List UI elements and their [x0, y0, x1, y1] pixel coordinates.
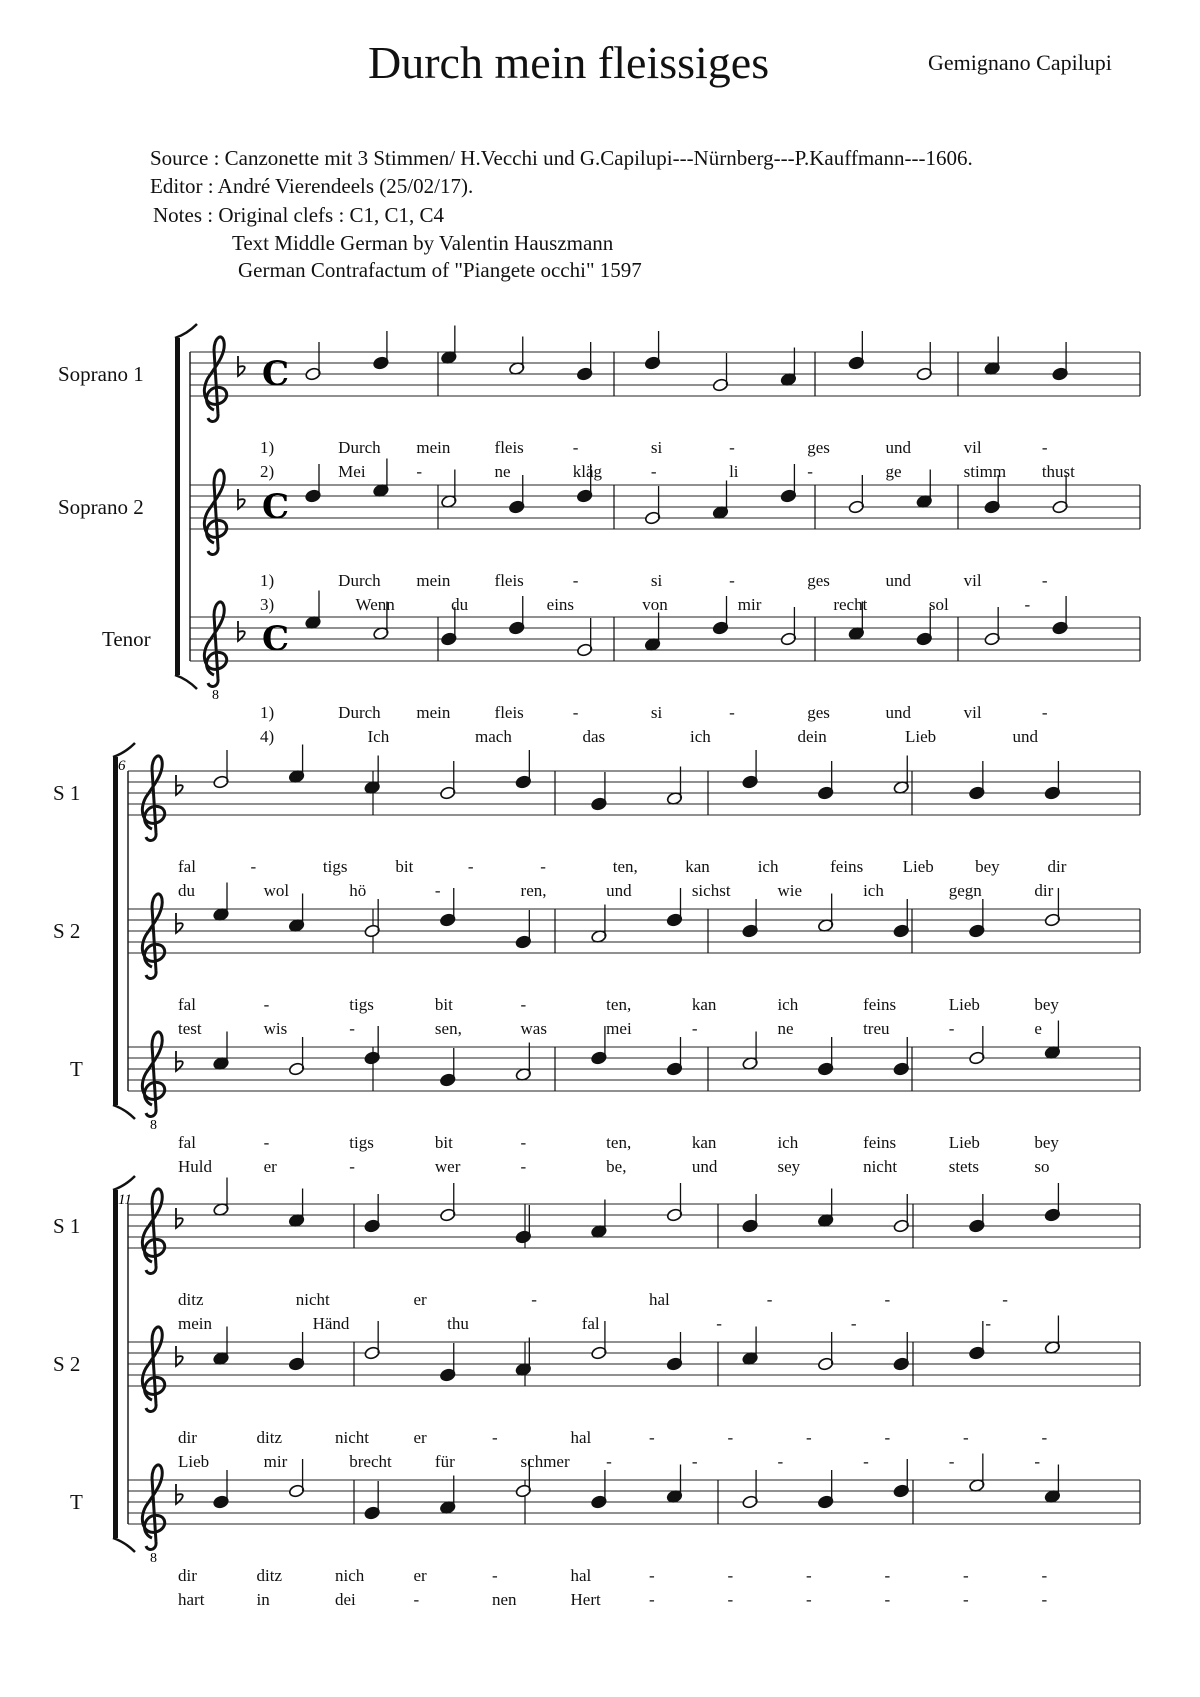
lyric-syllable: wol: [263, 881, 290, 900]
treble-clef-icon: [204, 602, 226, 687]
lyric-syllable: sen,: [434, 1019, 462, 1038]
lyric-syllable: -: [963, 1590, 969, 1609]
lyric-syllable: -: [1041, 571, 1048, 590]
lyric-syllable: ich: [757, 857, 779, 876]
lyric-syllable: bey: [1034, 995, 1059, 1014]
measure-number: 6: [118, 758, 126, 774]
lyric-syllable: thu: [447, 1314, 469, 1333]
lyric-syllable: fal: [178, 995, 196, 1014]
treble-clef-icon: [142, 1189, 164, 1274]
lyric-syllable: -: [691, 1452, 698, 1471]
lyric-syllable: Ich: [367, 727, 390, 746]
lyric-syllable: dir: [178, 1566, 197, 1585]
lyric-syllable: hal: [570, 1566, 592, 1585]
lyric-syllable: fal: [178, 857, 196, 876]
lyric-syllable: was: [520, 1019, 547, 1038]
lyric-syllable: -: [884, 1290, 891, 1309]
flat-icon: [238, 489, 245, 509]
lyric-syllable: -: [863, 1452, 869, 1471]
lyric-syllable: -: [729, 703, 735, 722]
lyric-syllable: stets: [948, 1157, 979, 1176]
lyric-syllable: mein: [416, 438, 451, 457]
flat-icon: [176, 1051, 183, 1071]
lyric-syllable: Lieb: [948, 1133, 980, 1152]
lyric-syllable: -: [263, 995, 270, 1014]
part-label: S 1: [53, 1214, 81, 1238]
part-label: S 2: [53, 1352, 81, 1376]
lyric-syllable: -: [884, 1566, 891, 1585]
lyric-syllable: -: [649, 1566, 655, 1585]
bracket-top: [113, 743, 135, 757]
notes-line: Notes : Original clefs : C1, C1, C4: [153, 203, 445, 227]
lyric-syllable: feins: [863, 995, 897, 1014]
lyric-syllable: -: [963, 1566, 969, 1585]
lyric-syllable: mein: [178, 1314, 212, 1333]
lyric-syllable: -: [963, 1428, 969, 1447]
part-label: T: [70, 1057, 83, 1081]
lyric-syllable: ten,: [606, 995, 632, 1014]
lyric-syllable: e: [1034, 1019, 1042, 1038]
lyric-syllable: tigs: [322, 857, 348, 876]
lyric-syllable: ge: [885, 462, 902, 481]
bracket-bottom: [113, 1538, 135, 1552]
lyric-syllable: kan: [691, 1133, 717, 1152]
part-label: T: [70, 1490, 83, 1514]
part-label: S 2: [53, 919, 81, 943]
octave-eight: 8: [150, 1551, 157, 1566]
lyric-syllable: Lieb: [902, 857, 934, 876]
lyric-syllable: -: [1034, 1452, 1041, 1471]
lyric-syllable: tigs: [349, 1133, 374, 1152]
lyric-syllable: -: [727, 1428, 734, 1447]
lyric-syllable: ich: [777, 995, 799, 1014]
lyric-syllable: er: [263, 1157, 277, 1176]
flat-icon: [176, 1208, 183, 1228]
lyric-syllable: sol: [928, 595, 949, 614]
lyric-syllable: mach: [475, 727, 512, 746]
lyric-syllable: wis: [263, 1019, 288, 1038]
lyric-syllable: -: [649, 1428, 655, 1447]
lyric-syllable: Lieb: [178, 1452, 210, 1471]
lyric-syllable: -: [777, 1452, 784, 1471]
lyric-syllable: bit: [434, 995, 453, 1014]
lyric-syllable: brecht: [349, 1452, 392, 1471]
lyric-syllable: Durch: [338, 571, 381, 590]
lyric-syllable: ges: [807, 703, 830, 722]
lyric-syllable: li: [729, 462, 739, 481]
lyric-syllable: -: [606, 1452, 612, 1471]
lyric-syllable: wer: [434, 1157, 461, 1176]
treble-clef-icon: [204, 337, 226, 422]
lyric-syllable: ditz: [256, 1428, 282, 1447]
lyric-syllable: -: [520, 1157, 527, 1176]
lyric-syllable: -: [884, 1590, 891, 1609]
lyric-syllable: nen: [492, 1590, 517, 1609]
lyric-syllable: und: [606, 881, 632, 900]
lyric-syllable: -: [649, 1590, 655, 1609]
lyric-syllable: sey: [777, 1157, 801, 1176]
lyric-syllable: Durch: [338, 703, 381, 722]
lyric-syllable: -: [985, 1314, 992, 1333]
lyric-syllable: -: [948, 1452, 955, 1471]
lyric-syllable: bit: [434, 1133, 453, 1152]
octave-eight: 8: [150, 1118, 157, 1133]
lyric-syllable: ich: [690, 727, 711, 746]
lyric-syllable: du: [178, 881, 195, 900]
system-bracket: [175, 338, 180, 675]
lyric-syllable: ne: [777, 1019, 794, 1038]
lyric-syllable: -: [349, 1019, 355, 1038]
lyric-syllable: -: [766, 1290, 773, 1309]
lyric-syllable: -: [1041, 1428, 1048, 1447]
lyric-syllable: gegn: [948, 881, 982, 900]
lyric-syllable: wie: [777, 881, 802, 900]
lyric-syllable: von: [642, 595, 668, 614]
lyric-syllable: -: [806, 1566, 812, 1585]
lyric-syllable: -: [729, 438, 735, 457]
lyric-syllable: dir: [1034, 881, 1054, 900]
lyric-syllable: ich: [777, 1133, 799, 1152]
lyric-syllable: -: [531, 1290, 537, 1309]
lyric-syllable: vil: [963, 571, 982, 590]
lyric-syllable: kan: [691, 995, 717, 1014]
lyric-syllable: -: [691, 1019, 698, 1038]
lyric-syllable: test: [178, 1019, 202, 1038]
lyric-syllable: 2): [260, 462, 275, 481]
lyric-syllable: 1): [260, 703, 275, 722]
lyric-syllable: -: [572, 571, 579, 590]
lyric-syllable: dein: [797, 727, 827, 746]
lyric-syllable: ren,: [520, 881, 547, 900]
lyric-syllable: recht: [833, 595, 868, 614]
page-title: Durch mein fleissiges: [368, 37, 770, 88]
part-label: S 1: [53, 781, 81, 805]
lyric-syllable: feins: [863, 1133, 897, 1152]
lyric-syllable: 1): [260, 438, 275, 457]
lyric-syllable: und: [691, 1157, 718, 1176]
lyric-syllable: fal: [178, 1133, 196, 1152]
octave-eight: 8: [212, 688, 219, 703]
system-bracket: [113, 1190, 118, 1538]
lyric-syllable: Lieb: [905, 727, 937, 746]
lyric-syllable: -: [250, 857, 257, 876]
common-time-icon: C: [262, 487, 290, 527]
lyric-syllable: stimm: [963, 462, 1007, 481]
lyric-syllable: fal: [581, 1314, 600, 1333]
lyric-syllable: eins: [546, 595, 575, 614]
flat-icon: [176, 1346, 183, 1366]
lyric-syllable: ges: [807, 438, 830, 457]
lyric-syllable: si: [650, 703, 663, 722]
lyric-syllable: thust: [1041, 462, 1075, 481]
lyric-syllable: Hert: [570, 1590, 601, 1609]
lyric-syllable: dir: [1047, 857, 1067, 876]
lyric-syllable: nicht: [335, 1428, 369, 1447]
lyric-syllable: -: [1041, 438, 1048, 457]
lyric-syllable: treu: [863, 1019, 890, 1038]
lyric-syllable: ich: [863, 881, 884, 900]
common-time-icon: C: [262, 619, 290, 659]
lyric-syllable: Wenn: [355, 595, 395, 614]
lyric-syllable: er: [413, 1428, 427, 1447]
lyric-syllable: er: [413, 1566, 427, 1585]
system-bracket: [113, 757, 118, 1105]
lyric-syllable: und: [1012, 727, 1038, 746]
lyric-syllable: so: [1034, 1157, 1050, 1176]
lyric-syllable: 1): [260, 571, 275, 590]
lyric-syllable: ten,: [606, 1133, 632, 1152]
part-label: Tenor: [102, 627, 151, 651]
treble-clef-icon: [142, 756, 164, 841]
lyric-syllable: fleis: [494, 571, 524, 590]
lyric-syllable: sichst: [691, 881, 731, 900]
lyric-syllable: für: [434, 1452, 455, 1471]
lyric-syllable: -: [1024, 595, 1031, 614]
lyric-syllable: nicht: [295, 1290, 330, 1309]
treble-clef-icon: [142, 894, 164, 979]
bracket-top: [175, 324, 197, 338]
lyric-syllable: -: [807, 462, 813, 481]
lyric-syllable: -: [492, 1428, 498, 1447]
lyric-syllable: mei: [606, 1019, 632, 1038]
lyric-syllable: mein: [416, 571, 451, 590]
bracket-bottom: [175, 675, 197, 689]
lyric-syllable: bey: [975, 857, 1000, 876]
treble-clef-icon: [204, 470, 226, 555]
lyric-syllable: Mei: [338, 462, 366, 481]
lyric-syllable: dei: [335, 1590, 356, 1609]
lyric-syllable: -: [572, 438, 579, 457]
lyric-syllable: nicht: [863, 1157, 898, 1176]
lyric-syllable: kan: [685, 857, 710, 876]
lyric-syllable: -: [850, 1314, 857, 1333]
treble-clef-icon: [142, 1327, 164, 1412]
lyric-syllable: bey: [1034, 1133, 1059, 1152]
composer: Gemignano Capilupi: [928, 50, 1112, 75]
lyric-syllable: feins: [830, 857, 864, 876]
lyric-syllable: si: [650, 571, 663, 590]
flat-icon: [238, 621, 245, 641]
lyric-syllable: -: [434, 881, 441, 900]
treble-clef-icon: [142, 1465, 164, 1550]
lyric-syllable: Durch: [338, 438, 381, 457]
measure-number: 11: [118, 1192, 132, 1208]
lyric-syllable: -: [1002, 1290, 1008, 1309]
lyric-syllable: mir: [263, 1452, 288, 1471]
source-line: Source : Canzonette mit 3 Stimmen/ H.Vecchi und G.Capilupi---Nürnberg---P.Kauffmann---1606.: [150, 146, 973, 170]
lyric-syllable: kläg: [572, 462, 602, 481]
text-line: Text Middle German by Valentin Hauszmann: [232, 231, 614, 255]
lyric-syllable: -: [416, 462, 423, 481]
lyric-syllable: -: [1041, 703, 1048, 722]
lyric-syllable: -: [520, 1133, 527, 1152]
lyric-syllable: -: [263, 1133, 270, 1152]
lyric-syllable: -: [349, 1157, 355, 1176]
lyric-syllable: Lieb: [948, 995, 980, 1014]
lyric-syllable: fleis: [494, 703, 524, 722]
lyric-syllable: -: [1041, 1566, 1048, 1585]
lyric-syllable: ne: [494, 462, 511, 481]
lyric-syllable: mir: [737, 595, 762, 614]
lyric-syllable: ditz: [178, 1290, 204, 1309]
flat-icon: [176, 1484, 183, 1504]
lyric-syllable: tigs: [349, 995, 374, 1014]
lyric-syllable: dir: [178, 1428, 197, 1447]
lyric-syllable: fleis: [494, 438, 524, 457]
lyric-syllable: Huld: [178, 1157, 212, 1176]
bracket-bottom: [113, 1105, 135, 1119]
lyric-syllable: und: [885, 571, 911, 590]
lyric-syllable: -: [1041, 1590, 1048, 1609]
editor-line: Editor : André Vierendeels (25/02/17).: [150, 174, 474, 198]
contrafactum-line: German Contrafactum of "Piangete occhi" 1597: [238, 258, 642, 282]
lyric-syllable: 4): [260, 727, 275, 746]
lyric-syllable: -: [540, 857, 546, 876]
lyric-syllable: hal: [570, 1428, 592, 1447]
lyric-syllable: nich: [335, 1566, 365, 1585]
lyric-syllable: du: [451, 595, 469, 614]
lyric-syllable: bit: [395, 857, 414, 876]
lyric-syllable: vil: [963, 438, 982, 457]
lyric-syllable: -: [650, 462, 657, 481]
lyric-syllable: ten,: [612, 857, 638, 876]
lyric-syllable: ditz: [256, 1566, 282, 1585]
lyric-syllable: -: [729, 571, 735, 590]
bracket-top: [113, 1176, 135, 1190]
lyric-syllable: mein: [416, 703, 451, 722]
lyric-syllable: das: [582, 727, 606, 746]
lyric-syllable: hö: [349, 881, 367, 900]
treble-clef-icon: [142, 1032, 164, 1117]
lyric-syllable: -: [727, 1590, 734, 1609]
lyric-syllable: -: [884, 1428, 891, 1447]
flat-icon: [176, 775, 183, 795]
part-label: Soprano 1: [58, 362, 144, 386]
lyric-syllable: ges: [807, 571, 830, 590]
flat-icon: [238, 356, 245, 376]
lyric-syllable: hal: [649, 1290, 670, 1309]
lyric-syllable: -: [520, 995, 527, 1014]
lyric-syllable: -: [806, 1428, 812, 1447]
lyric-syllable: si: [650, 438, 663, 457]
lyric-syllable: -: [572, 703, 579, 722]
lyric-syllable: er: [413, 1290, 427, 1309]
lyric-syllable: vil: [963, 703, 982, 722]
lyric-syllable: -: [716, 1314, 722, 1333]
lyric-syllable: -: [806, 1590, 812, 1609]
lyric-syllable: -: [948, 1019, 955, 1038]
lyric-syllable: -: [492, 1566, 498, 1585]
lyric-syllable: be,: [606, 1157, 627, 1176]
lyric-syllable: 3): [260, 595, 275, 614]
part-label: Soprano 2: [58, 495, 144, 519]
lyric-syllable: hart: [178, 1590, 205, 1609]
lyric-syllable: -: [413, 1590, 420, 1609]
lyric-syllable: schmer: [520, 1452, 570, 1471]
lyric-syllable: in: [256, 1590, 270, 1609]
lyric-syllable: -: [467, 857, 474, 876]
lyric-syllable: Händ: [312, 1314, 350, 1333]
lyric-syllable: und: [885, 703, 911, 722]
flat-icon: [176, 913, 183, 933]
lyric-syllable: und: [885, 438, 911, 457]
lyric-syllable: -: [727, 1566, 734, 1585]
common-time-icon: C: [262, 354, 290, 394]
